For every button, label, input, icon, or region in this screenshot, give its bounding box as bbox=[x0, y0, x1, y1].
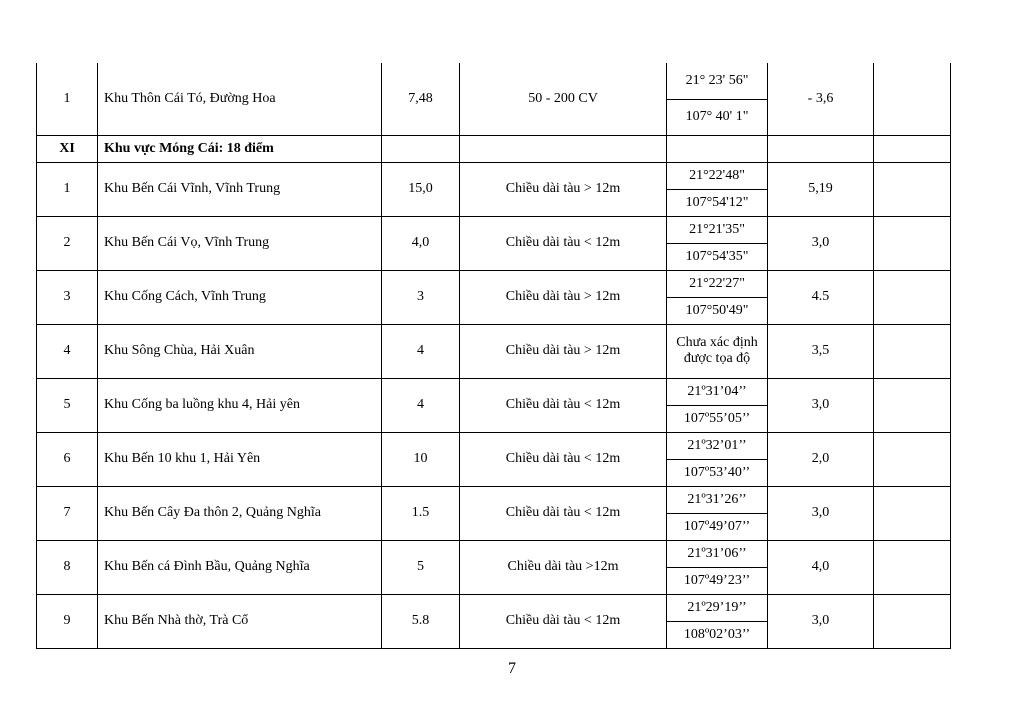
location-name: Khu Bến Cây Đa thôn 2, Quảng Nghĩa bbox=[98, 486, 382, 540]
table-row bbox=[37, 216, 951, 243]
longitude: 108º02’03’’ bbox=[667, 621, 768, 648]
depth-value: 3,0 bbox=[768, 594, 874, 648]
latitude: 21°21'35" bbox=[667, 216, 768, 243]
longitude: 107°54'12" bbox=[667, 189, 768, 216]
vessel-capacity: Chiều dài tàu < 12m bbox=[460, 216, 667, 270]
empty-cell bbox=[768, 135, 874, 162]
longitude: 107°50'49" bbox=[667, 297, 768, 324]
row-number: 3 bbox=[37, 270, 98, 324]
vessel-capacity: 50 - 200 CV bbox=[460, 63, 667, 135]
table-row bbox=[37, 432, 951, 459]
coordinate-note: Chưa xác định được tọa độ bbox=[667, 324, 768, 378]
latitude: 21º32’01’’ bbox=[667, 432, 768, 459]
note-cell bbox=[874, 216, 951, 270]
row-number: 2 bbox=[37, 216, 98, 270]
table-row bbox=[37, 162, 951, 189]
row-number: 1 bbox=[37, 63, 98, 135]
latitude: 21º31’26’’ bbox=[667, 486, 768, 513]
location-name: Khu Sông Chùa, Hải Xuân bbox=[98, 324, 382, 378]
table-row bbox=[37, 378, 951, 405]
table-row bbox=[37, 270, 951, 297]
data-table bbox=[36, 63, 951, 649]
note-cell bbox=[874, 378, 951, 432]
note-cell bbox=[874, 162, 951, 216]
location-name: Khu Bến Cái Vọ, Vĩnh Trung bbox=[98, 216, 382, 270]
vessel-capacity: Chiều dài tàu > 12m bbox=[460, 162, 667, 216]
area-value: 10 bbox=[382, 432, 460, 486]
latitude: 21°22'27" bbox=[667, 270, 768, 297]
latitude: 21°22'48" bbox=[667, 162, 768, 189]
vessel-capacity: Chiều dài tàu < 12m bbox=[460, 378, 667, 432]
latitude: 21º29’19’’ bbox=[667, 594, 768, 621]
row-number: 4 bbox=[37, 324, 98, 378]
area-value: 5 bbox=[382, 540, 460, 594]
vessel-capacity: Chiều dài tàu < 12m bbox=[460, 432, 667, 486]
longitude: 107° 40' 1" bbox=[667, 99, 768, 135]
longitude: 107°54'35" bbox=[667, 243, 768, 270]
row-number: 7 bbox=[37, 486, 98, 540]
location-name: Khu Bến 10 khu 1, Hải Yên bbox=[98, 432, 382, 486]
note-cell bbox=[874, 486, 951, 540]
note-cell bbox=[874, 324, 951, 378]
row-number: 5 bbox=[37, 378, 98, 432]
section-row bbox=[37, 135, 951, 162]
section-title: Khu vực Móng Cái: 18 điểm bbox=[98, 135, 382, 162]
depth-value: 3,0 bbox=[768, 216, 874, 270]
longitude: 107º49’07’’ bbox=[667, 513, 768, 540]
vessel-capacity: Chiều dài tàu < 12m bbox=[460, 486, 667, 540]
depth-value: 5,19 bbox=[768, 162, 874, 216]
longitude: 107º55’05’’ bbox=[667, 405, 768, 432]
area-value: 5.8 bbox=[382, 594, 460, 648]
page-number: 7 bbox=[508, 660, 516, 677]
latitude: 21º31’06’’ bbox=[667, 540, 768, 567]
section-number: XI bbox=[37, 135, 98, 162]
empty-cell bbox=[460, 135, 667, 162]
depth-value: 4,0 bbox=[768, 540, 874, 594]
empty-cell bbox=[874, 135, 951, 162]
location-name: Khu Bến Cái Vĩnh, Vĩnh Trung bbox=[98, 162, 382, 216]
row-number: 1 bbox=[37, 162, 98, 216]
table-row bbox=[37, 63, 951, 99]
vessel-capacity: Chiều dài tàu > 12m bbox=[460, 270, 667, 324]
note-cell bbox=[874, 540, 951, 594]
table-row bbox=[37, 324, 951, 378]
area-value: 1.5 bbox=[382, 486, 460, 540]
row-number: 9 bbox=[37, 594, 98, 648]
depth-value: 3,5 bbox=[768, 324, 874, 378]
vessel-capacity: Chiều dài tàu > 12m bbox=[460, 324, 667, 378]
longitude: 107º49’23’’ bbox=[667, 567, 768, 594]
depth-value: 3,0 bbox=[768, 486, 874, 540]
vessel-capacity: Chiều dài tàu < 12m bbox=[460, 594, 667, 648]
table-row bbox=[37, 594, 951, 621]
area-value: 4,0 bbox=[382, 216, 460, 270]
location-name: Khu Cống Cách, Vĩnh Trung bbox=[98, 270, 382, 324]
note-cell bbox=[874, 63, 951, 135]
area-value: 3 bbox=[382, 270, 460, 324]
depth-value: 2,0 bbox=[768, 432, 874, 486]
depth-value: 4.5 bbox=[768, 270, 874, 324]
depth-value: 3,0 bbox=[768, 378, 874, 432]
location-name: Khu Bến Nhà thờ, Trà Cổ bbox=[98, 594, 382, 648]
depth-value: - 3,6 bbox=[768, 63, 874, 135]
latitude: 21º31’04’’ bbox=[667, 378, 768, 405]
row-number: 8 bbox=[37, 540, 98, 594]
row-number: 6 bbox=[37, 432, 98, 486]
area-value: 7,48 bbox=[382, 63, 460, 135]
location-name: Khu Cống ba luồng khu 4, Hải yên bbox=[98, 378, 382, 432]
vessel-capacity: Chiều dài tàu >12m bbox=[460, 540, 667, 594]
area-value: 15,0 bbox=[382, 162, 460, 216]
table-row bbox=[37, 486, 951, 513]
location-name: Khu Thôn Cái Tó, Đường Hoa bbox=[98, 63, 382, 135]
location-name: Khu Bến cá Đình Bầu, Quảng Nghĩa bbox=[98, 540, 382, 594]
area-value: 4 bbox=[382, 378, 460, 432]
note-cell bbox=[874, 270, 951, 324]
longitude: 107º53’40’’ bbox=[667, 459, 768, 486]
table-row bbox=[37, 540, 951, 567]
empty-cell bbox=[382, 135, 460, 162]
note-cell bbox=[874, 432, 951, 486]
note-cell bbox=[874, 594, 951, 648]
area-value: 4 bbox=[382, 324, 460, 378]
latitude: 21° 23' 56" bbox=[667, 63, 768, 99]
empty-cell bbox=[667, 135, 768, 162]
